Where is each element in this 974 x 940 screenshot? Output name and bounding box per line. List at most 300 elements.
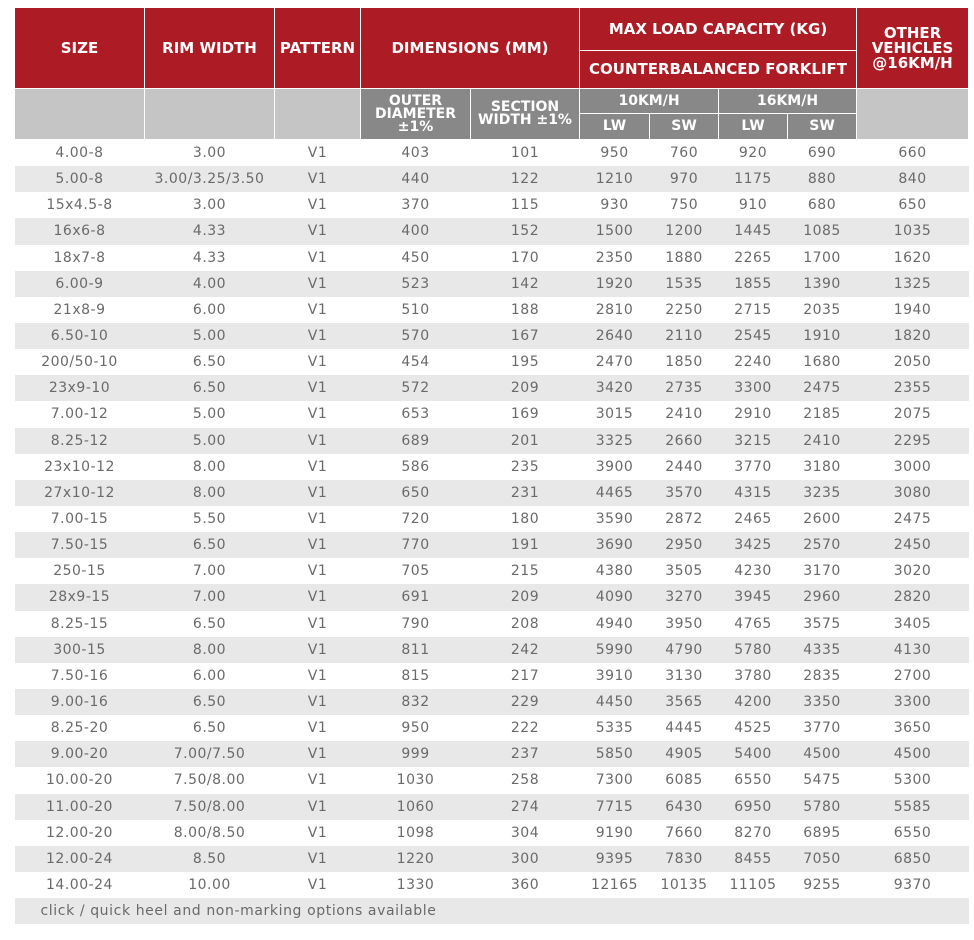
cell-sw-16kmh: 3170 [788,558,857,584]
cell-sw-10kmh: 2872 [650,506,719,532]
table-row [15,428,969,454]
cell-sw-10kmh: 2950 [650,532,719,558]
cell-size: 11.00-20 [15,794,145,820]
cell-other-vehicles: 3020 [857,558,969,584]
cell-pattern: V1 [275,454,361,480]
cell-outer-diameter: 454 [361,349,471,375]
table-row [15,401,969,427]
cell-sw-10kmh: 1200 [650,218,719,244]
subheader-sw-16: SW [788,114,857,140]
cell-other-vehicles: 3650 [857,715,969,741]
cell-rim-width: 6.00 [145,297,275,323]
cell-other-vehicles: 5300 [857,767,969,793]
cell-other-vehicles: 1820 [857,323,969,349]
cell-sw-16kmh: 880 [788,166,857,192]
table-row [15,192,969,218]
cell-section-width: 231 [471,480,580,506]
cell-lw-10kmh: 1210 [580,166,650,192]
cell-sw-10kmh: 2250 [650,297,719,323]
cell-other-vehicles: 2450 [857,532,969,558]
cell-other-vehicles: 3000 [857,454,969,480]
cell-size: 12.00-20 [15,820,145,846]
cell-sw-10kmh: 2110 [650,323,719,349]
cell-sw-16kmh: 2570 [788,532,857,558]
cell-other-vehicles: 1325 [857,271,969,297]
cell-pattern: V1 [275,794,361,820]
cell-rim-width: 7.50/8.00 [145,767,275,793]
cell-lw-10kmh: 2810 [580,297,650,323]
cell-lw-16kmh: 4230 [719,558,788,584]
cell-pattern: V1 [275,401,361,427]
subheader-lw-10: LW [580,114,650,140]
cell-section-width: 215 [471,558,580,584]
cell-outer-diameter: 811 [361,637,471,663]
cell-sw-16kmh: 3235 [788,480,857,506]
cell-lw-16kmh: 8270 [719,820,788,846]
cell-lw-10kmh: 4090 [580,584,650,610]
cell-lw-16kmh: 6550 [719,767,788,793]
subheader-10kmh: 10KM/H [580,89,719,114]
cell-section-width: 170 [471,245,580,271]
cell-other-vehicles: 4500 [857,741,969,767]
cell-section-width: 188 [471,297,580,323]
cell-lw-16kmh: 1445 [719,218,788,244]
cell-pattern: V1 [275,192,361,218]
cell-section-width: 180 [471,506,580,532]
cell-lw-10kmh: 9395 [580,846,650,872]
table-row [15,506,969,532]
table-row [15,689,969,715]
cell-rim-width: 8.00 [145,454,275,480]
cell-lw-10kmh: 12165 [580,872,650,898]
cell-section-width: 122 [471,166,580,192]
cell-sw-16kmh: 1390 [788,271,857,297]
cell-outer-diameter: 1330 [361,872,471,898]
cell-sw-10kmh: 970 [650,166,719,192]
cell-sw-10kmh: 4790 [650,637,719,663]
cell-sw-16kmh: 1085 [788,218,857,244]
cell-rim-width: 3.00 [145,140,275,167]
table-row [15,637,969,663]
cell-sw-10kmh: 2660 [650,428,719,454]
header-rim-width: RIM WIDTH [145,8,275,89]
cell-section-width: 167 [471,323,580,349]
cell-sw-10kmh: 3570 [650,480,719,506]
cell-lw-10kmh: 3325 [580,428,650,454]
cell-size: 9.00-20 [15,741,145,767]
cell-lw-16kmh: 2265 [719,245,788,271]
table-row [15,846,969,872]
cell-lw-16kmh: 1855 [719,271,788,297]
cell-lw-10kmh: 5850 [580,741,650,767]
cell-size: 250-15 [15,558,145,584]
cell-other-vehicles: 1620 [857,245,969,271]
tyre-spec-table-wrapper [14,7,968,924]
cell-lw-10kmh: 4450 [580,689,650,715]
cell-other-vehicles: 6550 [857,820,969,846]
cell-size: 4.00-8 [15,140,145,167]
table-row [15,611,969,637]
cell-size: 6.00-9 [15,271,145,297]
cell-lw-16kmh: 11105 [719,872,788,898]
cell-sw-10kmh: 3950 [650,611,719,637]
cell-sw-16kmh: 690 [788,140,857,167]
cell-sw-10kmh: 6430 [650,794,719,820]
cell-pattern: V1 [275,558,361,584]
cell-pattern: V1 [275,767,361,793]
cell-other-vehicles: 3300 [857,689,969,715]
cell-size: 5.00-8 [15,166,145,192]
cell-rim-width: 10.00 [145,872,275,898]
cell-pattern: V1 [275,663,361,689]
cell-pattern: V1 [275,349,361,375]
table-row [15,532,969,558]
table-row [15,140,969,167]
table-body [15,140,969,899]
cell-outer-diameter: 510 [361,297,471,323]
subheader-other-blank [857,89,969,140]
cell-outer-diameter: 790 [361,611,471,637]
cell-sw-10kmh: 3565 [650,689,719,715]
cell-pattern: V1 [275,846,361,872]
cell-size: 12.00-24 [15,846,145,872]
cell-section-width: 201 [471,428,580,454]
cell-sw-10kmh: 7660 [650,820,719,846]
cell-size: 300-15 [15,637,145,663]
cell-section-width: 209 [471,584,580,610]
cell-lw-10kmh: 3590 [580,506,650,532]
cell-outer-diameter: 586 [361,454,471,480]
cell-section-width: 152 [471,218,580,244]
header-size: SIZE [15,8,145,89]
cell-sw-16kmh: 4500 [788,741,857,767]
cell-outer-diameter: 572 [361,375,471,401]
cell-sw-10kmh: 750 [650,192,719,218]
cell-size: 6.50-10 [15,323,145,349]
cell-rim-width: 6.00 [145,663,275,689]
cell-section-width: 217 [471,663,580,689]
cell-outer-diameter: 999 [361,741,471,767]
cell-section-width: 360 [471,872,580,898]
cell-section-width: 209 [471,375,580,401]
cell-size: 23x9-10 [15,375,145,401]
cell-size: 15x4.5-8 [15,192,145,218]
cell-sw-16kmh: 5780 [788,794,857,820]
cell-outer-diameter: 403 [361,140,471,167]
cell-lw-10kmh: 9190 [580,820,650,846]
cell-sw-16kmh: 3180 [788,454,857,480]
cell-other-vehicles: 5585 [857,794,969,820]
cell-outer-diameter: 1060 [361,794,471,820]
cell-sw-10kmh: 2440 [650,454,719,480]
cell-sw-16kmh: 3575 [788,611,857,637]
cell-pattern: V1 [275,166,361,192]
cell-sw-10kmh: 760 [650,140,719,167]
cell-pattern: V1 [275,218,361,244]
cell-other-vehicles: 2475 [857,506,969,532]
cell-other-vehicles: 2075 [857,401,969,427]
cell-rim-width: 4.00 [145,271,275,297]
cell-sw-16kmh: 2185 [788,401,857,427]
cell-outer-diameter: 400 [361,218,471,244]
header-counterbalanced: COUNTERBALANCED FORKLIFT [580,51,857,89]
cell-size: 9.00-16 [15,689,145,715]
cell-rim-width: 6.50 [145,532,275,558]
subheader-pattern-blank [275,89,361,140]
cell-lw-16kmh: 3215 [719,428,788,454]
cell-pattern: V1 [275,323,361,349]
cell-sw-16kmh: 1680 [788,349,857,375]
subheader-16kmh: 16KM/H [719,89,857,114]
cell-pattern: V1 [275,584,361,610]
cell-lw-16kmh: 3780 [719,663,788,689]
cell-outer-diameter: 523 [361,271,471,297]
cell-other-vehicles: 6850 [857,846,969,872]
cell-lw-10kmh: 1920 [580,271,650,297]
cell-other-vehicles: 840 [857,166,969,192]
table-row [15,820,969,846]
cell-lw-10kmh: 4465 [580,480,650,506]
header-max-load: MAX LOAD CAPACITY (KG) [580,8,857,51]
cell-rim-width: 6.50 [145,349,275,375]
cell-section-width: 101 [471,140,580,167]
cell-other-vehicles: 2820 [857,584,969,610]
cell-lw-10kmh: 2640 [580,323,650,349]
table-row [15,166,969,192]
cell-lw-16kmh: 2545 [719,323,788,349]
cell-rim-width: 3.00 [145,192,275,218]
cell-sw-16kmh: 2035 [788,297,857,323]
cell-size: 7.00-15 [15,506,145,532]
cell-outer-diameter: 705 [361,558,471,584]
cell-lw-10kmh: 7300 [580,767,650,793]
cell-lw-10kmh: 5990 [580,637,650,663]
cell-pattern: V1 [275,637,361,663]
cell-lw-10kmh: 950 [580,140,650,167]
subheader-section-width: SECTION WIDTH ±1% [471,89,580,140]
cell-lw-16kmh: 2715 [719,297,788,323]
cell-other-vehicles: 2700 [857,663,969,689]
cell-sw-10kmh: 4445 [650,715,719,741]
cell-lw-16kmh: 5780 [719,637,788,663]
cell-sw-16kmh: 680 [788,192,857,218]
cell-size: 7.50-16 [15,663,145,689]
table-row [15,297,969,323]
cell-lw-16kmh: 2240 [719,349,788,375]
cell-sw-16kmh: 7050 [788,846,857,872]
cell-rim-width: 8.00 [145,480,275,506]
cell-size: 16x6-8 [15,218,145,244]
cell-sw-10kmh: 7830 [650,846,719,872]
cell-lw-10kmh: 4940 [580,611,650,637]
cell-lw-16kmh: 910 [719,192,788,218]
cell-section-width: 229 [471,689,580,715]
header-pattern: PATTERN [275,8,361,89]
cell-rim-width: 5.00 [145,428,275,454]
cell-sw-10kmh: 2735 [650,375,719,401]
cell-rim-width: 5.00 [145,401,275,427]
cell-lw-16kmh: 3425 [719,532,788,558]
table-row [15,715,969,741]
cell-rim-width: 7.50/8.00 [145,794,275,820]
cell-rim-width: 6.50 [145,715,275,741]
subheader-outer-diameter: OUTER DIAMETER ±1% [361,89,471,140]
cell-lw-16kmh: 920 [719,140,788,167]
cell-section-width: 195 [471,349,580,375]
cell-lw-16kmh: 4525 [719,715,788,741]
header-dimensions: DIMENSIONS (MM) [361,8,580,89]
table-row [15,375,969,401]
cell-sw-10kmh: 1880 [650,245,719,271]
table-row [15,558,969,584]
table-row [15,454,969,480]
cell-lw-10kmh: 2350 [580,245,650,271]
cell-pattern: V1 [275,271,361,297]
table-row [15,218,969,244]
cell-section-width: 274 [471,794,580,820]
cell-outer-diameter: 1098 [361,820,471,846]
cell-rim-width: 5.00 [145,323,275,349]
cell-size: 10.00-20 [15,767,145,793]
cell-section-width: 237 [471,741,580,767]
cell-pattern: V1 [275,715,361,741]
cell-sw-10kmh: 10135 [650,872,719,898]
cell-sw-16kmh: 1910 [788,323,857,349]
cell-pattern: V1 [275,689,361,715]
cell-lw-16kmh: 3300 [719,375,788,401]
cell-rim-width: 6.50 [145,689,275,715]
cell-size: 7.00-12 [15,401,145,427]
cell-pattern: V1 [275,820,361,846]
cell-sw-10kmh: 6085 [650,767,719,793]
cell-outer-diameter: 720 [361,506,471,532]
cell-size: 200/50-10 [15,349,145,375]
cell-rim-width: 5.50 [145,506,275,532]
footnote: click / quick heel and non-marking options available [15,898,969,924]
table-row [15,794,969,820]
cell-size: 28x9-15 [15,584,145,610]
table-row [15,767,969,793]
cell-lw-10kmh: 3910 [580,663,650,689]
header-other-vehicles: OTHER VEHICLES @16KM/H [857,8,969,89]
cell-rim-width: 7.00/7.50 [145,741,275,767]
cell-pattern: V1 [275,375,361,401]
tyre-spec-table [14,7,969,924]
cell-outer-diameter: 832 [361,689,471,715]
cell-pattern: V1 [275,741,361,767]
cell-sw-10kmh: 1535 [650,271,719,297]
cell-other-vehicles: 3405 [857,611,969,637]
cell-outer-diameter: 450 [361,245,471,271]
subheader-sw-10: SW [650,114,719,140]
cell-sw-10kmh: 3270 [650,584,719,610]
cell-rim-width: 8.50 [145,846,275,872]
cell-other-vehicles: 2295 [857,428,969,454]
cell-lw-16kmh: 5400 [719,741,788,767]
cell-sw-16kmh: 9255 [788,872,857,898]
cell-sw-16kmh: 4335 [788,637,857,663]
table-row [15,584,969,610]
cell-outer-diameter: 691 [361,584,471,610]
cell-sw-10kmh: 4905 [650,741,719,767]
cell-sw-16kmh: 2835 [788,663,857,689]
cell-pattern: V1 [275,872,361,898]
cell-size: 7.50-15 [15,532,145,558]
cell-sw-16kmh: 6895 [788,820,857,846]
cell-lw-10kmh: 2470 [580,349,650,375]
cell-pattern: V1 [275,611,361,637]
cell-other-vehicles: 2355 [857,375,969,401]
cell-pattern: V1 [275,532,361,558]
cell-size: 8.25-20 [15,715,145,741]
cell-other-vehicles: 660 [857,140,969,167]
cell-other-vehicles: 650 [857,192,969,218]
cell-rim-width: 8.00/8.50 [145,820,275,846]
cell-sw-16kmh: 3350 [788,689,857,715]
cell-other-vehicles: 9370 [857,872,969,898]
cell-lw-16kmh: 2465 [719,506,788,532]
table-row [15,480,969,506]
cell-outer-diameter: 650 [361,480,471,506]
cell-section-width: 235 [471,454,580,480]
cell-section-width: 304 [471,820,580,846]
cell-size: 8.25-12 [15,428,145,454]
cell-outer-diameter: 689 [361,428,471,454]
cell-size: 14.00-24 [15,872,145,898]
cell-lw-10kmh: 3015 [580,401,650,427]
cell-other-vehicles: 1035 [857,218,969,244]
table-row [15,245,969,271]
cell-other-vehicles: 1940 [857,297,969,323]
cell-rim-width: 7.00 [145,584,275,610]
cell-rim-width: 4.33 [145,245,275,271]
cell-lw-10kmh: 3420 [580,375,650,401]
cell-pattern: V1 [275,506,361,532]
cell-rim-width: 8.00 [145,637,275,663]
cell-section-width: 242 [471,637,580,663]
cell-lw-16kmh: 4315 [719,480,788,506]
cell-outer-diameter: 370 [361,192,471,218]
cell-pattern: V1 [275,245,361,271]
cell-lw-16kmh: 4765 [719,611,788,637]
cell-rim-width: 6.50 [145,611,275,637]
cell-lw-10kmh: 4380 [580,558,650,584]
cell-lw-16kmh: 3945 [719,584,788,610]
cell-size: 21x8-9 [15,297,145,323]
table-row [15,663,969,689]
cell-lw-10kmh: 3900 [580,454,650,480]
cell-lw-10kmh: 930 [580,192,650,218]
cell-pattern: V1 [275,428,361,454]
cell-outer-diameter: 440 [361,166,471,192]
cell-lw-16kmh: 1175 [719,166,788,192]
cell-sw-16kmh: 2600 [788,506,857,532]
cell-other-vehicles: 4130 [857,637,969,663]
cell-sw-16kmh: 3770 [788,715,857,741]
subheader-lw-16: LW [719,114,788,140]
cell-rim-width: 4.33 [145,218,275,244]
cell-other-vehicles: 3080 [857,480,969,506]
cell-rim-width: 7.00 [145,558,275,584]
cell-size: 8.25-15 [15,611,145,637]
cell-lw-16kmh: 3770 [719,454,788,480]
cell-sw-10kmh: 3505 [650,558,719,584]
cell-section-width: 142 [471,271,580,297]
cell-pattern: V1 [275,480,361,506]
cell-size: 27x10-12 [15,480,145,506]
cell-section-width: 115 [471,192,580,218]
cell-other-vehicles: 2050 [857,349,969,375]
